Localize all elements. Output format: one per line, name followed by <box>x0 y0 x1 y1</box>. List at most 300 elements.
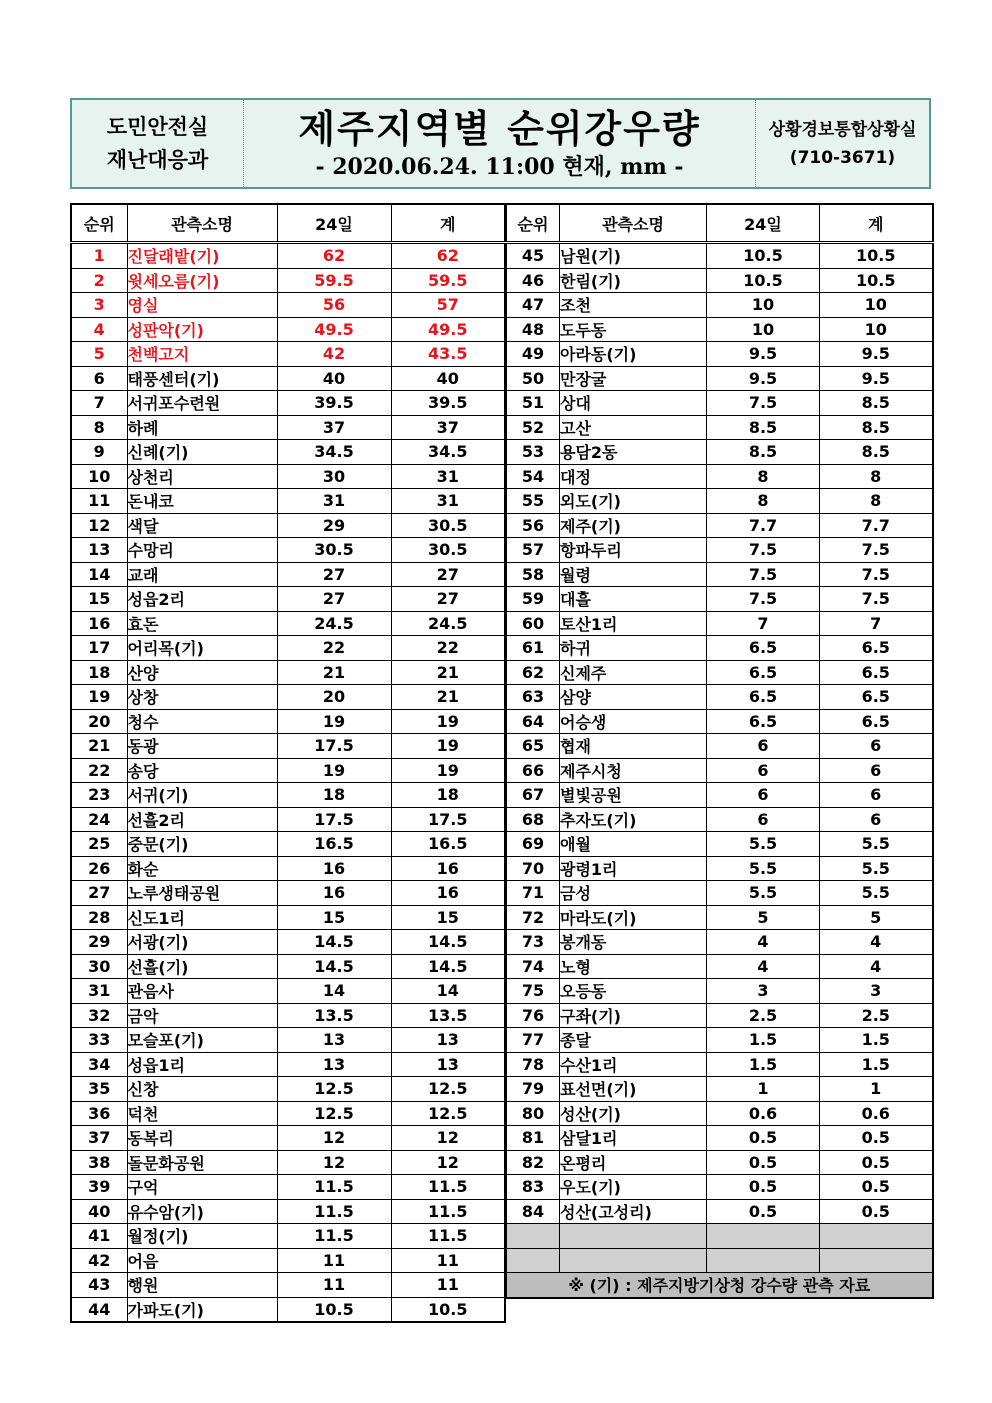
station-name-cell: 노형 <box>560 954 707 979</box>
day-rainfall-cell: 2.5 <box>707 1003 820 1028</box>
rank-cell: 5 <box>71 342 127 367</box>
day-rainfall-cell: 8.5 <box>707 440 820 465</box>
department-line-2: 재난대응과 <box>106 147 209 172</box>
station-name-cell: 만장굴 <box>560 366 707 391</box>
rank-cell: 14 <box>71 562 127 587</box>
table-row <box>71 832 505 857</box>
table-row <box>71 317 505 342</box>
day-rainfall-cell: 42 <box>277 342 391 367</box>
total-rainfall-cell: 57 <box>391 293 505 318</box>
station-name-cell: 색달 <box>127 513 277 538</box>
station-name-cell: 행원 <box>127 1273 277 1298</box>
table-row <box>71 1297 505 1322</box>
table-row <box>506 317 933 342</box>
rank-header: 순위 <box>71 204 127 243</box>
rank-cell: 11 <box>71 489 127 514</box>
total-rainfall-cell: 11.5 <box>391 1199 505 1224</box>
rank-cell: 68 <box>506 807 560 832</box>
total-rainfall-cell: 11.5 <box>391 1224 505 1249</box>
rank-cell: 45 <box>506 243 560 269</box>
day-rainfall-cell: 16.5 <box>277 832 391 857</box>
table-row <box>506 758 933 783</box>
table-row <box>506 1003 933 1028</box>
table-row <box>71 881 505 906</box>
station-name-cell: 성읍1리 <box>127 1052 277 1077</box>
station-name-cell: 천백고지 <box>127 342 277 367</box>
rank-cell: 34 <box>71 1052 127 1077</box>
day-rainfall-cell: 56 <box>277 293 391 318</box>
table-row <box>506 489 933 514</box>
total-rainfall-cell: 7.7 <box>820 513 933 538</box>
station-name-cell: 대흘 <box>560 587 707 612</box>
rank-header: 순위 <box>506 204 560 243</box>
station-header: 관측소명 <box>127 204 277 243</box>
total-rainfall-cell: 5.5 <box>820 881 933 906</box>
station-name-cell: 종달 <box>560 1028 707 1053</box>
station-name-cell: 오등동 <box>560 979 707 1004</box>
rank-cell: 41 <box>71 1224 127 1249</box>
rank-cell: 19 <box>71 685 127 710</box>
station-name-cell: 애월 <box>560 832 707 857</box>
table-row <box>506 1175 933 1200</box>
table-row <box>506 538 933 563</box>
table-row <box>506 881 933 906</box>
total-header: 계 <box>391 204 505 243</box>
rank-cell: 26 <box>71 856 127 881</box>
table-header-row <box>71 204 505 243</box>
day-rainfall-cell: 59.5 <box>277 268 391 293</box>
total-rainfall-cell: 14.5 <box>391 930 505 955</box>
station-name-cell: 우도(기) <box>560 1175 707 1200</box>
day-rainfall-cell: 7.5 <box>707 562 820 587</box>
rainfall-table-left <box>70 203 506 1323</box>
station-name-cell: 신도1리 <box>127 905 277 930</box>
day-rainfall-cell: 0.6 <box>707 1101 820 1126</box>
day-rainfall-cell: 8 <box>707 489 820 514</box>
rank-cell: 38 <box>71 1150 127 1175</box>
station-name-cell: 제주(기) <box>560 513 707 538</box>
day-header: 24일 <box>277 204 391 243</box>
day-rainfall-cell: 31 <box>277 489 391 514</box>
table-row <box>506 1150 933 1175</box>
day-rainfall-cell: 14.5 <box>277 954 391 979</box>
rank-cell: 58 <box>506 562 560 587</box>
total-rainfall-cell: 27 <box>391 562 505 587</box>
total-rainfall-cell: 0.5 <box>820 1175 933 1200</box>
rank-cell: 9 <box>71 440 127 465</box>
station-name-cell: 조천 <box>560 293 707 318</box>
day-rainfall-cell: 16 <box>277 856 391 881</box>
table-row <box>506 440 933 465</box>
day-rainfall-cell: 6 <box>707 807 820 832</box>
total-rainfall-cell: 1.5 <box>820 1052 933 1077</box>
rank-cell: 77 <box>506 1028 560 1053</box>
station-name-cell: 교래 <box>127 562 277 587</box>
title-box <box>244 100 756 187</box>
table-row <box>71 1126 505 1151</box>
table-row <box>71 1077 505 1102</box>
day-rainfall-cell: 12 <box>277 1126 391 1151</box>
total-rainfall-cell: 21 <box>391 660 505 685</box>
rank-cell: 71 <box>506 881 560 906</box>
day-rainfall-cell: 1.5 <box>707 1052 820 1077</box>
rank-cell: 61 <box>506 636 560 661</box>
total-rainfall-cell: 5.5 <box>820 856 933 881</box>
day-rainfall-cell: 6 <box>707 758 820 783</box>
day-rainfall-cell: 6 <box>707 734 820 759</box>
total-rainfall-cell: 9.5 <box>820 366 933 391</box>
day-rainfall-cell: 49.5 <box>277 317 391 342</box>
day-rainfall-cell: 12.5 <box>277 1077 391 1102</box>
total-rainfall-cell: 6 <box>820 734 933 759</box>
total-rainfall-cell: 17.5 <box>391 807 505 832</box>
station-name-cell: 상천리 <box>127 464 277 489</box>
table-row <box>506 391 933 416</box>
rank-cell: 82 <box>506 1150 560 1175</box>
station-name-cell: 서광(기) <box>127 930 277 955</box>
department-line-1: 도민안전실 <box>106 114 209 139</box>
rank-cell: 18 <box>71 660 127 685</box>
office-box <box>756 100 929 187</box>
rank-cell: 62 <box>506 660 560 685</box>
total-rainfall-cell: 0.6 <box>820 1101 933 1126</box>
station-name-cell: 마라도(기) <box>560 905 707 930</box>
day-rainfall-cell: 10 <box>707 317 820 342</box>
station-name-cell: 유수암(기) <box>127 1199 277 1224</box>
total-rainfall-cell: 8 <box>820 464 933 489</box>
day-rainfall-cell: 19 <box>277 758 391 783</box>
total-rainfall-cell: 13.5 <box>391 1003 505 1028</box>
rank-cell: 31 <box>71 979 127 1004</box>
total-rainfall-cell: 37 <box>391 415 505 440</box>
total-rainfall-cell: 6.5 <box>820 709 933 734</box>
table-row <box>506 562 933 587</box>
station-name-cell: 구좌(기) <box>560 1003 707 1028</box>
rank-cell: 37 <box>71 1126 127 1151</box>
table-row <box>71 930 505 955</box>
total-rainfall-cell: 30.5 <box>391 513 505 538</box>
rank-cell: 35 <box>71 1077 127 1102</box>
day-rainfall-cell: 8 <box>707 464 820 489</box>
rank-cell: 79 <box>506 1077 560 1102</box>
table-row <box>71 1028 505 1053</box>
total-rainfall-cell: 8 <box>820 489 933 514</box>
total-rainfall-cell: 0.5 <box>820 1150 933 1175</box>
total-rainfall-cell: 12.5 <box>391 1101 505 1126</box>
station-name-cell: 노루생태공원 <box>127 881 277 906</box>
table-row <box>71 1150 505 1175</box>
rank-cell: 59 <box>506 587 560 612</box>
total-header: 계 <box>820 204 933 243</box>
rank-cell: 43 <box>71 1273 127 1298</box>
day-rainfall-cell: 13 <box>277 1028 391 1053</box>
empty-cell <box>820 1248 933 1273</box>
table-row <box>506 268 933 293</box>
station-name-cell: 모슬포(기) <box>127 1028 277 1053</box>
day-rainfall-cell: 7.5 <box>707 538 820 563</box>
total-rainfall-cell: 0.5 <box>820 1199 933 1224</box>
rank-cell: 28 <box>71 905 127 930</box>
total-rainfall-cell: 16 <box>391 856 505 881</box>
total-rainfall-cell: 18 <box>391 783 505 808</box>
rank-cell: 74 <box>506 954 560 979</box>
table-row <box>71 685 505 710</box>
total-rainfall-cell: 31 <box>391 489 505 514</box>
day-rainfall-cell: 4 <box>707 930 820 955</box>
table-row <box>71 1175 505 1200</box>
day-rainfall-cell: 0.5 <box>707 1175 820 1200</box>
rank-cell: 40 <box>71 1199 127 1224</box>
table-row <box>506 366 933 391</box>
station-name-cell: 대정 <box>560 464 707 489</box>
day-rainfall-cell: 0.5 <box>707 1199 820 1224</box>
table-row <box>506 1199 933 1224</box>
table-row <box>506 1028 933 1053</box>
table-row <box>71 1101 505 1126</box>
report-title: 제주지역별 순위강우량 <box>298 106 701 151</box>
day-rainfall-cell: 11.5 <box>277 1199 391 1224</box>
station-name-cell: 태풍센터(기) <box>127 366 277 391</box>
rank-cell: 39 <box>71 1175 127 1200</box>
station-name-cell: 온평리 <box>560 1150 707 1175</box>
rank-cell: 67 <box>506 783 560 808</box>
day-rainfall-cell: 14.5 <box>277 930 391 955</box>
day-rainfall-cell: 14 <box>277 979 391 1004</box>
rank-cell: 22 <box>71 758 127 783</box>
station-name-cell: 협재 <box>560 734 707 759</box>
day-rainfall-cell: 10.5 <box>707 268 820 293</box>
total-rainfall-cell: 30.5 <box>391 538 505 563</box>
station-name-cell: 추자도(기) <box>560 807 707 832</box>
station-name-cell: 광령1리 <box>560 856 707 881</box>
rank-cell: 42 <box>71 1248 127 1273</box>
day-rainfall-cell: 4 <box>707 954 820 979</box>
station-name-cell: 월령 <box>560 562 707 587</box>
rank-cell: 1 <box>71 243 127 269</box>
station-name-cell: 송당 <box>127 758 277 783</box>
station-name-cell: 표선면(기) <box>560 1077 707 1102</box>
rank-cell: 17 <box>71 636 127 661</box>
empty-row <box>506 1224 933 1249</box>
department-box <box>72 100 244 187</box>
station-name-cell: 항파두리 <box>560 538 707 563</box>
rank-cell: 80 <box>506 1101 560 1126</box>
rank-cell: 23 <box>71 783 127 808</box>
table-row <box>71 538 505 563</box>
station-name-cell: 효돈 <box>127 611 277 636</box>
table-row <box>71 734 505 759</box>
total-rainfall-cell: 10.5 <box>820 268 933 293</box>
day-rainfall-cell: 10.5 <box>707 243 820 269</box>
day-rainfall-cell: 1 <box>707 1077 820 1102</box>
station-name-cell: 덕천 <box>127 1101 277 1126</box>
station-name-cell: 하귀 <box>560 636 707 661</box>
table-row <box>71 366 505 391</box>
day-rainfall-cell: 40 <box>277 366 391 391</box>
total-rainfall-cell: 19 <box>391 758 505 783</box>
station-name-cell: 상창 <box>127 685 277 710</box>
day-header: 24일 <box>707 204 820 243</box>
day-rainfall-cell: 11.5 <box>277 1175 391 1200</box>
total-rainfall-cell: 22 <box>391 636 505 661</box>
rank-cell: 49 <box>506 342 560 367</box>
station-name-cell: 금악 <box>127 1003 277 1028</box>
table-row <box>71 489 505 514</box>
rank-cell: 10 <box>71 464 127 489</box>
table-row <box>506 856 933 881</box>
total-rainfall-cell: 49.5 <box>391 317 505 342</box>
total-rainfall-cell: 5.5 <box>820 832 933 857</box>
day-rainfall-cell: 22 <box>277 636 391 661</box>
day-rainfall-cell: 30.5 <box>277 538 391 563</box>
station-name-cell: 고산 <box>560 415 707 440</box>
total-rainfall-cell: 31 <box>391 464 505 489</box>
station-name-cell: 어리목(기) <box>127 636 277 661</box>
table-row <box>71 243 505 269</box>
total-rainfall-cell: 0.5 <box>820 1126 933 1151</box>
station-name-cell: 어음 <box>127 1248 277 1273</box>
total-rainfall-cell: 16.5 <box>391 832 505 857</box>
table-row <box>506 930 933 955</box>
station-name-cell: 별빛공원 <box>560 783 707 808</box>
station-name-cell: 구억 <box>127 1175 277 1200</box>
footnote: ※ (기) : 제주지방기상청 강수량 관측 자료 <box>506 1273 933 1298</box>
rank-cell: 73 <box>506 930 560 955</box>
rank-cell: 57 <box>506 538 560 563</box>
station-name-cell: 상대 <box>560 391 707 416</box>
day-rainfall-cell: 10.5 <box>277 1297 391 1322</box>
rank-cell: 48 <box>506 317 560 342</box>
table-row <box>71 440 505 465</box>
rank-cell: 65 <box>506 734 560 759</box>
table-row <box>71 758 505 783</box>
station-name-cell: 영실 <box>127 293 277 318</box>
rank-cell: 60 <box>506 611 560 636</box>
day-rainfall-cell: 7 <box>707 611 820 636</box>
rank-cell: 51 <box>506 391 560 416</box>
rank-cell: 72 <box>506 905 560 930</box>
total-rainfall-cell: 12 <box>391 1126 505 1151</box>
rank-cell: 12 <box>71 513 127 538</box>
station-name-cell: 성판악(기) <box>127 317 277 342</box>
total-rainfall-cell: 10 <box>820 293 933 318</box>
total-rainfall-cell: 13 <box>391 1052 505 1077</box>
station-name-cell: 진달래밭(기) <box>127 243 277 269</box>
table-row <box>506 905 933 930</box>
rank-cell: 84 <box>506 1199 560 1224</box>
table-row <box>506 807 933 832</box>
total-rainfall-cell: 21 <box>391 685 505 710</box>
total-rainfall-cell: 6 <box>820 758 933 783</box>
station-name-cell: 봉개동 <box>560 930 707 955</box>
day-rainfall-cell: 6.5 <box>707 636 820 661</box>
table-row <box>71 342 505 367</box>
day-rainfall-cell: 0.5 <box>707 1126 820 1151</box>
table-row <box>506 783 933 808</box>
rank-cell: 36 <box>71 1101 127 1126</box>
table-row <box>71 660 505 685</box>
day-rainfall-cell: 5.5 <box>707 832 820 857</box>
table-row <box>506 243 933 269</box>
station-name-cell: 토산1리 <box>560 611 707 636</box>
table-row <box>71 905 505 930</box>
station-name-cell: 성산(고성리) <box>560 1199 707 1224</box>
rank-cell: 32 <box>71 1003 127 1028</box>
total-rainfall-cell: 10 <box>820 317 933 342</box>
total-rainfall-cell: 4 <box>820 954 933 979</box>
report-subtitle: - 2020.06.24. 11:00 현재, mm - <box>315 153 684 180</box>
total-rainfall-cell: 12 <box>391 1150 505 1175</box>
table-row <box>506 636 933 661</box>
day-rainfall-cell: 13 <box>277 1052 391 1077</box>
rank-cell: 3 <box>71 293 127 318</box>
rank-cell: 20 <box>71 709 127 734</box>
station-name-cell: 금성 <box>560 881 707 906</box>
station-name-cell: 성읍2리 <box>127 587 277 612</box>
total-rainfall-cell: 6.5 <box>820 636 933 661</box>
day-rainfall-cell: 18 <box>277 783 391 808</box>
day-rainfall-cell: 13.5 <box>277 1003 391 1028</box>
station-name-cell: 서귀(기) <box>127 783 277 808</box>
total-rainfall-cell: 7 <box>820 611 933 636</box>
rank-cell: 78 <box>506 1052 560 1077</box>
rank-cell: 83 <box>506 1175 560 1200</box>
station-name-cell: 한림(기) <box>560 268 707 293</box>
total-rainfall-cell: 5 <box>820 905 933 930</box>
total-rainfall-cell: 39.5 <box>391 391 505 416</box>
total-rainfall-cell: 6 <box>820 783 933 808</box>
rank-cell: 4 <box>71 317 127 342</box>
rank-cell: 6 <box>71 366 127 391</box>
station-name-cell: 어승생 <box>560 709 707 734</box>
empty-cell <box>707 1224 820 1249</box>
table-row <box>506 1077 933 1102</box>
table-row <box>71 1273 505 1298</box>
total-rainfall-cell: 14.5 <box>391 954 505 979</box>
station-name-cell: 외도(기) <box>560 489 707 514</box>
day-rainfall-cell: 5.5 <box>707 856 820 881</box>
total-rainfall-cell: 10.5 <box>820 243 933 269</box>
table-row <box>506 832 933 857</box>
day-rainfall-cell: 16 <box>277 881 391 906</box>
total-rainfall-cell: 6 <box>820 807 933 832</box>
table-row <box>71 513 505 538</box>
total-rainfall-cell: 11 <box>391 1273 505 1298</box>
station-name-cell: 동복리 <box>127 1126 277 1151</box>
day-rainfall-cell: 3 <box>707 979 820 1004</box>
station-name-cell: 청수 <box>127 709 277 734</box>
total-rainfall-cell: 7.5 <box>820 562 933 587</box>
rank-cell: 70 <box>506 856 560 881</box>
day-rainfall-cell: 11.5 <box>277 1224 391 1249</box>
day-rainfall-cell: 17.5 <box>277 807 391 832</box>
day-rainfall-cell: 29 <box>277 513 391 538</box>
table-row <box>506 342 933 367</box>
rank-cell: 54 <box>506 464 560 489</box>
day-rainfall-cell: 5 <box>707 905 820 930</box>
total-rainfall-cell: 2.5 <box>820 1003 933 1028</box>
station-name-cell: 돈내코 <box>127 489 277 514</box>
rank-cell: 55 <box>506 489 560 514</box>
total-rainfall-cell: 16 <box>391 881 505 906</box>
total-rainfall-cell: 4 <box>820 930 933 955</box>
rank-cell: 25 <box>71 832 127 857</box>
day-rainfall-cell: 5.5 <box>707 881 820 906</box>
rank-cell: 7 <box>71 391 127 416</box>
rank-cell: 66 <box>506 758 560 783</box>
day-rainfall-cell: 6.5 <box>707 660 820 685</box>
day-rainfall-cell: 39.5 <box>277 391 391 416</box>
